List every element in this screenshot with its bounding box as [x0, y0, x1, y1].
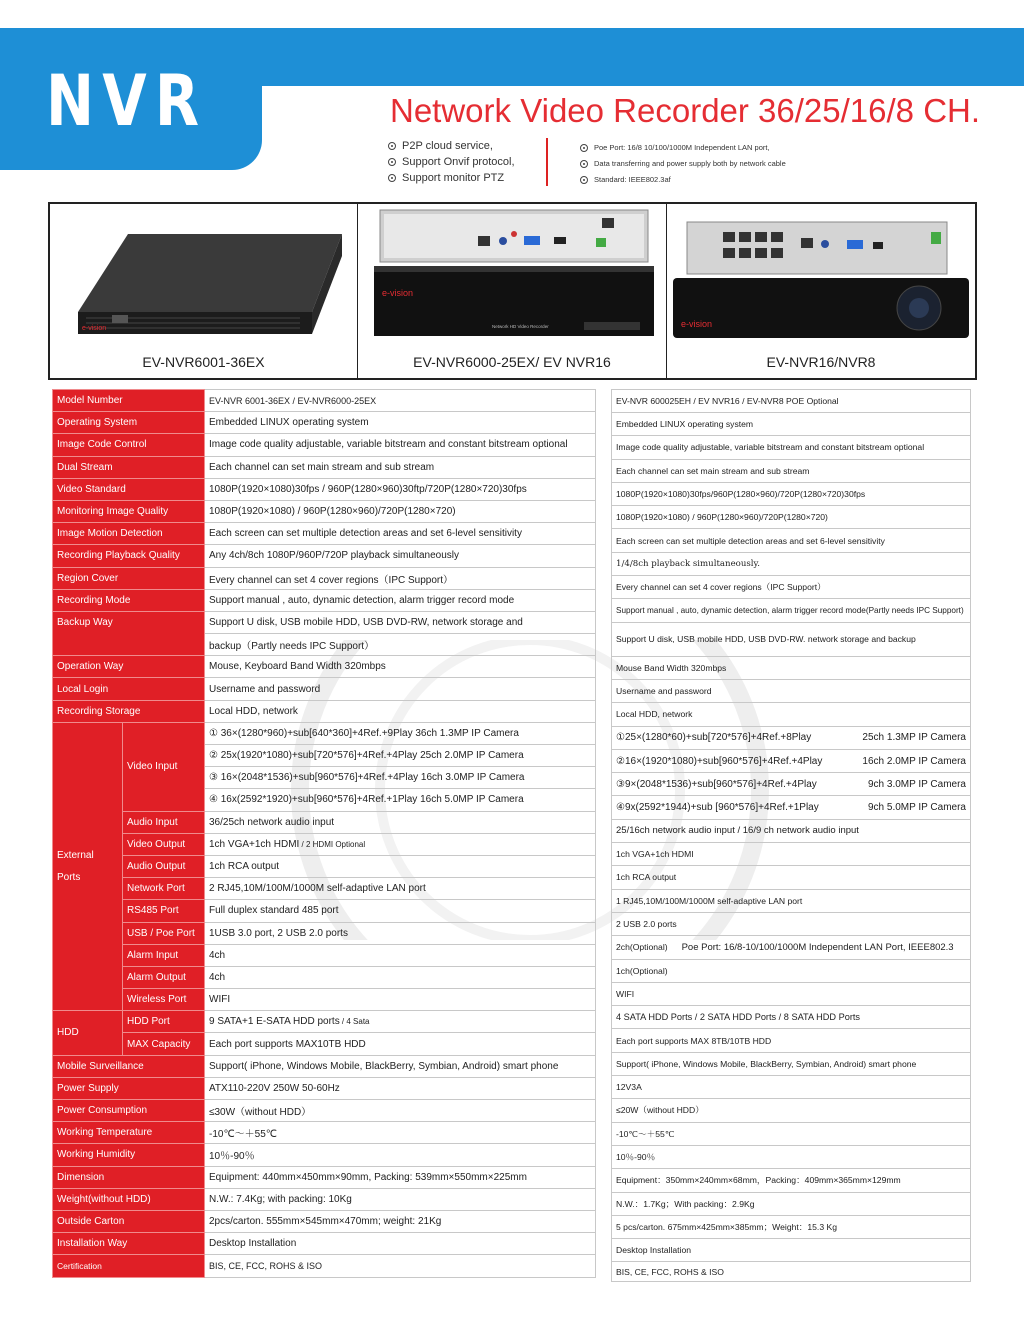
table-row: Recording Mode Support manual , auto, dynamic detection, alarm trigger record mode [53, 589, 596, 611]
table-row: 25/16ch network audio input / 16/9 ch network audio input [612, 819, 971, 842]
table-row: Wireless Port WIFI [53, 989, 596, 1011]
feature-item: Standard: IEEE802.3af [580, 172, 786, 188]
table-row: Outside Carton 2pcs/carton. 555mm×545mm×470mm; weight: 21Kg [53, 1210, 596, 1232]
table-row: Recording Playback Quality Any 4ch/8ch 1080P/960P/720P playback simultaneously [53, 545, 596, 567]
table-row: HDD HDD Port 9 SATA+1 E-SATA HDD ports / 4 Sata [53, 1011, 596, 1033]
table-row: Working Humidity 10％-90％ [53, 1144, 596, 1166]
table-row: Installation Way Desktop Installation [53, 1233, 596, 1255]
table-row: ≤20W（without HDD） [612, 1099, 971, 1122]
features-left [388, 138, 515, 186]
table-row: WIFI [612, 982, 971, 1005]
table-row: Image Code Control Image code quality adjustable, variable bitstream and constant bitstream optional [53, 434, 596, 456]
product-brand: e-vision [382, 288, 414, 298]
table-row: MAX Capacity Each port supports MAX10TB HDD [53, 1033, 596, 1055]
hdd-group: HDD [53, 1011, 123, 1055]
table-row: Alarm Input 4ch [53, 944, 596, 966]
table-row: Support( iPhone, Windows Mobile, BlackBerry, Symbian, Android) smart phone [612, 1052, 971, 1075]
table-row: Audio Output 1ch RCA output [53, 855, 596, 877]
product-photo-1 [50, 204, 358, 378]
bullet-icon [388, 174, 396, 182]
product-caption: Network HD Video Recorder [492, 324, 549, 329]
table-row: Recording Storage Local HDD, network [53, 700, 596, 722]
table-row: 4 SATA HDD Ports / 2 SATA HDD Ports / 8 SATA HDD Ports [612, 1006, 971, 1029]
spec-table-right [611, 389, 971, 1282]
table-row: ④9x(2592*1944)+sub [960*576]+4Ref.+1Play 9ch 5.0MP IP Camera [612, 796, 971, 819]
table-row: Alarm Output 4ch [53, 966, 596, 988]
product-photos [48, 202, 977, 380]
table-row: 1ch(Optional) [612, 959, 971, 982]
table-row: ② 25x(1920*1080)+sub[720*576]+4Ref.+4Play 25ch 2.0MP IP Camera [53, 745, 596, 767]
table-row: ③ 16×(2048*1536)+sub[960*576]+4Ref.+4Play 16ch 3.0MP IP Camera [53, 767, 596, 789]
table-row: Each channel can set main stream and sub stream [612, 459, 971, 482]
table-row: Dimension Equipment: 440mm×450mm×90mm, Packing: 539mm×550mm×225mm [53, 1166, 596, 1188]
table-row: Embedded LINUX operating system [612, 413, 971, 436]
table-row: Power Supply ATX110-220V 250W 50-60Hz [53, 1077, 596, 1099]
product-brand: e-vision [681, 319, 713, 329]
table-row: Video Standard 1080P(1920×1080)30fps / 960P(1280×960)30ftp/720P(1280×720)30fps [53, 478, 596, 500]
table-row: 1ch RCA output [612, 866, 971, 889]
bullet-icon [580, 160, 588, 168]
table-row: Every channel can set 4 cover regions（IPC Support） [612, 576, 971, 599]
table-row: Operation Way Mouse, Keyboard Band Width 320mbps [53, 656, 596, 678]
table-row: Operating System Embedded LINUX operating system [53, 412, 596, 434]
bullet-icon [388, 142, 396, 150]
table-row: Mobile Surveillance Support( iPhone, Windows Mobile, BlackBerry, Symbian, Android) smart phone [53, 1055, 596, 1077]
product-label: EV-NVR6001-36EX [142, 354, 265, 370]
table-row: 12V3A [612, 1076, 971, 1099]
table-row: Desktop Installation [612, 1239, 971, 1262]
feature-item: Support monitor PTZ [388, 170, 515, 186]
table-row: Support U disk, USB mobile HDD, USB DVD-RW. network storage and backup [612, 622, 971, 656]
table-row: Each screen can set multiple detection areas and set 6-level sensitivity [612, 529, 971, 552]
table-row: 2ch(Optional) Poe Port: 16/8-10/100/1000M Independent LAN Port, IEEE802.3 [612, 936, 971, 959]
table-row: Audio Input 36/25ch network audio input [53, 811, 596, 833]
table-row: Dual Stream Each channel can set main stream and sub stream [53, 456, 596, 478]
table-row: ②16×(1920*1080)+sub[960*576]+4Ref.+4Play 16ch 2.0MP IP Camera [612, 749, 971, 772]
feature-item: Support Onvif protocol, [388, 154, 515, 170]
nvr-25ch-image [358, 204, 667, 378]
table-row: Region Cover Every channel can set 4 cover regions（IPC Support） [53, 567, 596, 589]
table-row: USB / Poe Port 1USB 3.0 port, 2 USB 2.0 ports [53, 922, 596, 944]
table-row: Each port supports MAX 8TB/10TB HDD [612, 1029, 971, 1052]
table-row: Local HDD, network [612, 703, 971, 726]
table-row: Weight(without HDD) N.W.: 7.4Kg; with packing: 10Kg [53, 1188, 596, 1210]
table-row: Username and password [612, 679, 971, 702]
table-row: BIS, CE, FCC, ROHS & ISO [612, 1262, 971, 1282]
feature-item: Poe Port: 16/8 10/100/1000M Independent LAN port, [580, 140, 786, 156]
table-row: ④ 16x(2592*1920)+sub[960*576]+4Ref.+1Play 16ch 5.0MP IP Camera [53, 789, 596, 811]
nvr-logo: NVR [46, 60, 208, 142]
table-row: 1080P(1920×1080) / 960P(1280×960)/720P(1280×720) [612, 506, 971, 529]
feature-item: Data transferring and power supply both by network cable [580, 156, 786, 172]
table-row: 1/4/8ch playback simultaneously. [612, 552, 971, 575]
product-photo-2 [358, 204, 667, 378]
table-row: Image Motion Detection Each screen can set multiple detection areas and set 6-level sensitivity [53, 523, 596, 545]
table-row: Local Login Username and password [53, 678, 596, 700]
features-right [580, 140, 786, 188]
table-row: 2 USB 2.0 ports [612, 912, 971, 935]
table-row: 5 pcs/carton. 675mm×425mm×385mm；Weight：15.3 Kg [612, 1215, 971, 1238]
table-row: Support manual , auto, dynamic detection, alarm trigger record mode(Partly needs IPC Support) [612, 599, 971, 622]
table-row: 1ch VGA+1ch HDMI [612, 843, 971, 866]
table-row: N.W.：1.7Kg；With packing：2.9Kg [612, 1192, 971, 1215]
table-row: -10℃～＋55℃ [612, 1122, 971, 1145]
table-row: 1080P(1920×1080)30fps/960P(1280×960)/720P(1280×720)30fps [612, 482, 971, 505]
bullet-icon [388, 158, 396, 166]
table-row: External Ports Video Input ① 36×(1280*960)+sub[640*360]+4Ref.+9Play 36ch 1.3MP IP Camera [53, 722, 596, 744]
bullet-icon [580, 144, 588, 152]
product-brand: e-vision [82, 325, 107, 332]
table-row: Mouse Band Width 320mbps [612, 656, 971, 679]
table-row: Working Temperature -10℃～＋55℃ [53, 1122, 596, 1144]
feature-item: P2P cloud service, [388, 138, 515, 154]
table-row: backup（Partly needs IPC Support） [53, 634, 596, 656]
table-row: ①25×(1280*60)+sub[720*576]+4Ref.+8Play 25ch 1.3MP IP Camera [612, 726, 971, 749]
page-title: Network Video Recorder 36/25/16/8 CH. [390, 92, 981, 129]
table-row: Backup Way Support U disk, USB mobile HDD, USB DVD-RW, network storage and [53, 611, 596, 633]
spec-table-left [52, 389, 596, 1278]
table-row: Image code quality adjustable, variable bitstream and constant bitstream optional [612, 436, 971, 459]
nvr-rack-image [50, 204, 358, 378]
table-row: Certification BIS, CE, FCC, ROHS & ISO [53, 1255, 596, 1277]
table-row: Video Output 1ch VGA+1ch HDMI / 2 HDMI Optional [53, 833, 596, 855]
product-label: EV-NVR6000-25EX/ EV NVR16 [413, 354, 611, 370]
table-row: 10％-90％ [612, 1145, 971, 1168]
table-row: Power Consumption ≤30W（without HDD） [53, 1100, 596, 1122]
table-row: EV-NVR 600025EH / EV NVR16 / EV-NVR8 POE Optional [612, 390, 971, 413]
table-row: ③9×(2048*1536)+sub[960*576]+4Ref.+4Play 9ch 3.0MP IP Camera [612, 773, 971, 796]
table-row: Monitoring Image Quality 1080P(1920×1080) / 960P(1280×960)/720P(1280×720) [53, 500, 596, 522]
external-ports-group: External Ports [53, 722, 123, 1010]
bullet-icon [580, 176, 588, 184]
feature-divider [546, 138, 548, 186]
table-row: RS485 Port Full duplex standard 485 port [53, 900, 596, 922]
table-row: Network Port 2 RJ45,10M/100M/1000M self-adaptive LAN port [53, 878, 596, 900]
product-label: EV-NVR16/NVR8 [766, 354, 876, 370]
table-row: Equipment：350mm×240mm×68mm，Packing：409mm×365mm×129mm [612, 1169, 971, 1192]
table-row: 1 RJ45,10M/100M/1000M self-adaptive LAN port [612, 889, 971, 912]
nvr-poe-image [667, 204, 975, 378]
product-photo-3 [667, 204, 975, 378]
table-row: Model Number EV-NVR 6001-36EX / EV-NVR6000-25EX [53, 390, 596, 412]
